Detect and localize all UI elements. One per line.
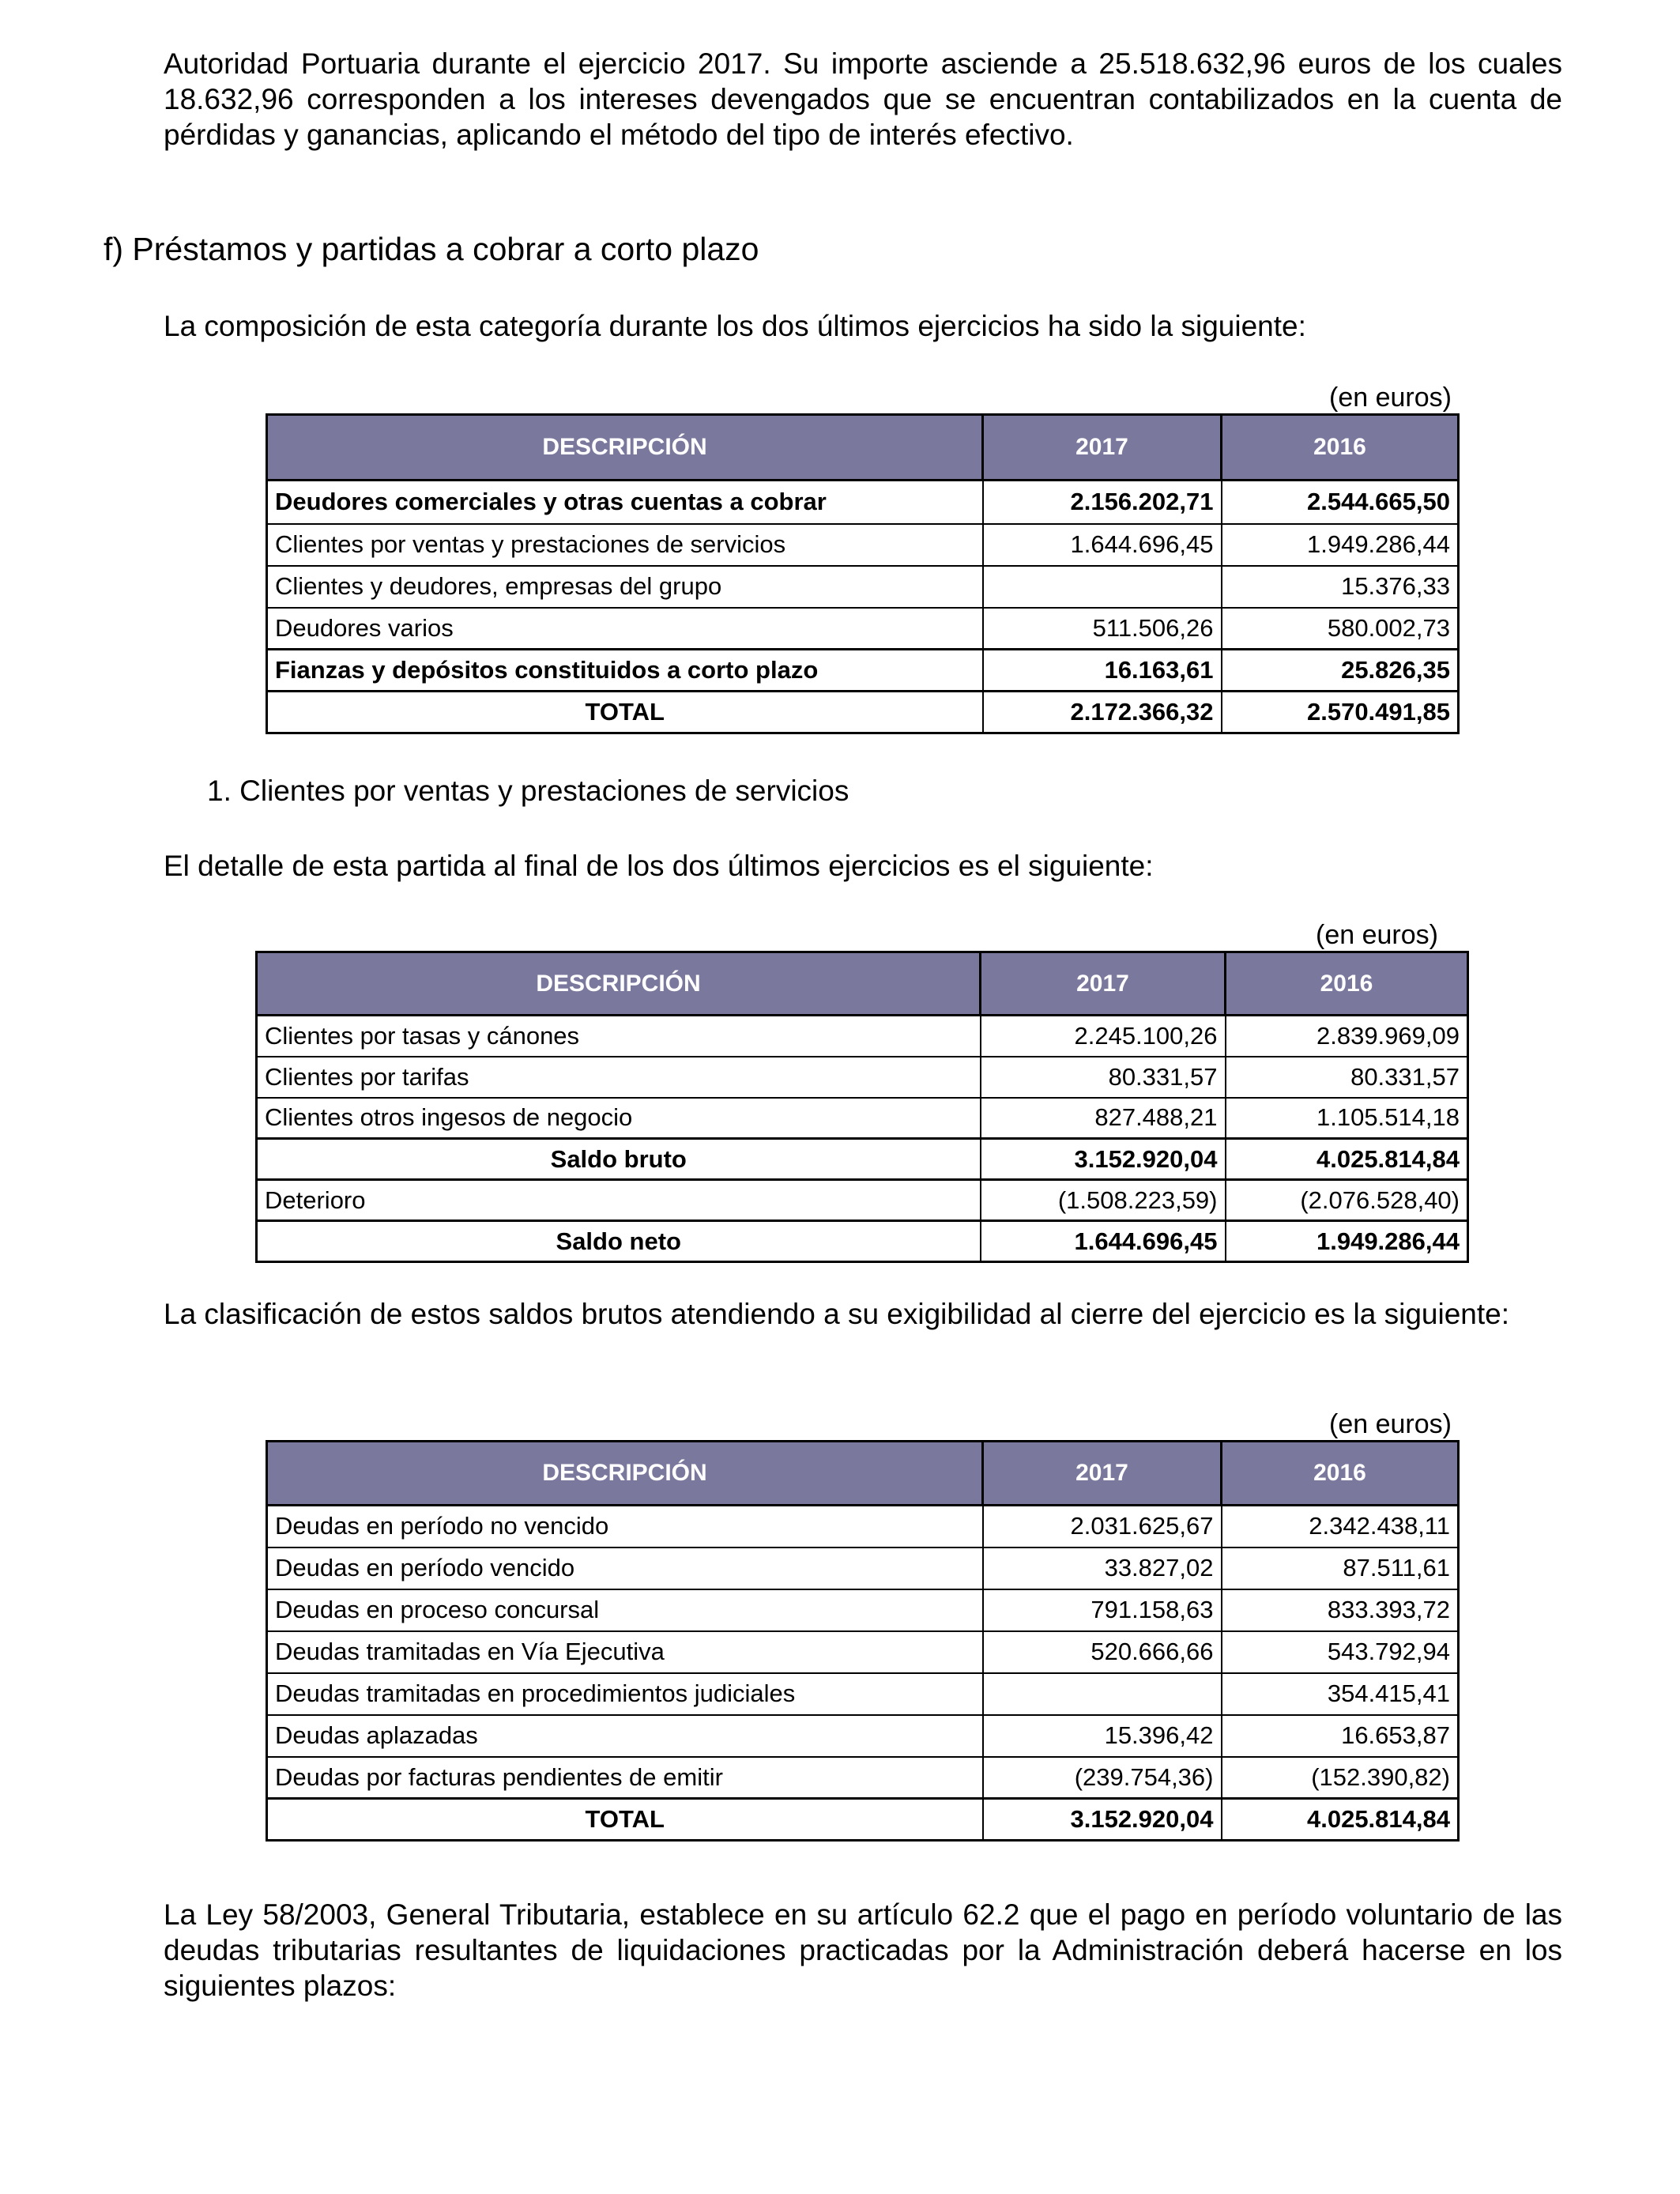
table-composition xyxy=(266,413,1460,734)
row-description: Deterioro xyxy=(257,1180,981,1221)
row-value-2016: 833.393,72 xyxy=(1222,1589,1459,1631)
row-value-2017: 3.152.920,04 xyxy=(983,1799,1222,1841)
row-value-2016: (152.390,82) xyxy=(1222,1757,1459,1799)
row-value-2016: (2.076.528,40) xyxy=(1226,1180,1468,1221)
row-value-2016: 1.105.514,18 xyxy=(1226,1098,1468,1139)
table-row xyxy=(257,1098,1468,1139)
row-description: Deudas tramitadas en Vía Ejecutiva xyxy=(267,1631,983,1673)
row-description: TOTAL xyxy=(267,692,983,733)
row-value-2016: 87.511,61 xyxy=(1222,1547,1459,1589)
detail-intro: El detalle de esta partida al final de los dos últimos ejercicios es el siguiente: xyxy=(164,850,1154,882)
row-value-2017: 2.156.202,71 xyxy=(983,481,1222,524)
row-description: Clientes por tarifas xyxy=(257,1057,981,1098)
section-heading: f) Préstamos y partidas a cobrar a corto plazo xyxy=(104,231,759,267)
table3-unit: (en euros) xyxy=(1329,1409,1452,1439)
header-2017: 2017 xyxy=(983,415,1222,481)
table-row xyxy=(267,524,1459,566)
row-value-2017: 2.031.625,67 xyxy=(983,1506,1222,1547)
table-row xyxy=(257,1057,1468,1098)
table-row xyxy=(257,1016,1468,1057)
header-descripcion: DESCRIPCIÓN xyxy=(257,952,981,1016)
table-row xyxy=(267,1715,1459,1757)
table-row xyxy=(267,1673,1459,1715)
table-exigibilidad xyxy=(266,1440,1460,1842)
row-value-2017: (1.508.223,59) xyxy=(981,1180,1226,1221)
header-2016: 2016 xyxy=(1226,952,1468,1016)
table-row xyxy=(267,1589,1459,1631)
table-total-row xyxy=(267,692,1459,733)
table-header-row xyxy=(257,952,1468,1016)
row-description: Deudas aplazadas xyxy=(267,1715,983,1757)
row-value-2017: 1.644.696,45 xyxy=(981,1221,1226,1262)
header-2016: 2016 xyxy=(1222,415,1459,481)
row-value-2016: 16.653,87 xyxy=(1222,1715,1459,1757)
row-value-2017: 791.158,63 xyxy=(983,1589,1222,1631)
row-value-2016: 354.415,41 xyxy=(1222,1673,1459,1715)
table-header-row xyxy=(267,415,1459,481)
row-value-2016: 580.002,73 xyxy=(1222,608,1459,650)
row-description: Deudas en período no vencido xyxy=(267,1506,983,1547)
row-value-2016: 2.839.969,09 xyxy=(1226,1016,1468,1057)
row-description: Clientes otros ingesos de negocio xyxy=(257,1098,981,1139)
table-subtotal-row xyxy=(257,1139,1468,1180)
table-row xyxy=(267,1631,1459,1673)
table-row xyxy=(257,1180,1468,1221)
header-2017: 2017 xyxy=(983,1442,1222,1506)
row-value-2016: 543.792,94 xyxy=(1222,1631,1459,1673)
header-descripcion: DESCRIPCIÓN xyxy=(267,415,983,481)
table-clientes-detalle xyxy=(255,951,1469,1263)
row-value-2017 xyxy=(983,1673,1222,1715)
row-value-2016: 15.376,33 xyxy=(1222,566,1459,608)
row-value-2016: 2.342.438,11 xyxy=(1222,1506,1459,1547)
row-value-2016: 1.949.286,44 xyxy=(1226,1221,1468,1262)
row-value-2017: (239.754,36) xyxy=(983,1757,1222,1799)
subheading-clientes: 1. Clientes por ventas y prestaciones de servicios xyxy=(207,775,849,807)
table-row xyxy=(267,650,1459,692)
row-value-2016: 4.025.814,84 xyxy=(1222,1799,1459,1841)
row-description: Deudores comerciales y otras cuentas a cobrar xyxy=(267,481,983,524)
row-value-2017: 1.644.696,45 xyxy=(983,524,1222,566)
table-row xyxy=(267,1547,1459,1589)
header-2017: 2017 xyxy=(981,952,1226,1016)
table-row xyxy=(267,608,1459,650)
row-value-2016: 80.331,57 xyxy=(1226,1057,1468,1098)
row-value-2017: 16.163,61 xyxy=(983,650,1222,692)
row-value-2017: 520.666,66 xyxy=(983,1631,1222,1673)
row-description: Deudas en proceso concursal xyxy=(267,1589,983,1631)
row-value-2016: 1.949.286,44 xyxy=(1222,524,1459,566)
row-description: Deudas en período vencido xyxy=(267,1547,983,1589)
table-header-row xyxy=(267,1442,1459,1506)
row-value-2017: 80.331,57 xyxy=(981,1057,1226,1098)
table-total-row xyxy=(267,1799,1459,1841)
table-row xyxy=(267,1757,1459,1799)
row-description: Fianzas y depósitos constituidos a corto plazo xyxy=(267,650,983,692)
section-intro: La composición de esta categoría durante los dos últimos ejercicios ha sido la siguiente: xyxy=(164,310,1306,342)
table-row xyxy=(267,481,1459,524)
row-value-2017: 33.827,02 xyxy=(983,1547,1222,1589)
table-total-row xyxy=(257,1221,1468,1262)
table1-unit: (en euros) xyxy=(1329,383,1452,413)
header-descripcion: DESCRIPCIÓN xyxy=(267,1442,983,1506)
row-value-2017: 3.152.920,04 xyxy=(981,1139,1226,1180)
row-description: Clientes por ventas y prestaciones de servicios xyxy=(267,524,983,566)
row-value-2017 xyxy=(983,566,1222,608)
table2-unit: (en euros) xyxy=(1316,920,1438,950)
closing-paragraph: La Ley 58/2003, General Tributaria, establece en su artículo 62.2 que el pago en período voluntario de las deudas tributarias resultantes de liquidaciones practicadas por la Administración deberá hacerse en los siguientes plazos: xyxy=(164,1898,1562,2002)
row-description: Deudas tramitadas en procedimientos judiciales xyxy=(267,1673,983,1715)
header-2016: 2016 xyxy=(1222,1442,1459,1506)
row-value-2016: 25.826,35 xyxy=(1222,650,1459,692)
row-value-2017: 2.172.366,32 xyxy=(983,692,1222,733)
row-description: Clientes por tasas y cánones xyxy=(257,1016,981,1057)
row-value-2016: 4.025.814,84 xyxy=(1226,1139,1468,1180)
row-value-2017: 2.245.100,26 xyxy=(981,1016,1226,1057)
row-value-2017: 15.396,42 xyxy=(983,1715,1222,1757)
classification-intro: La clasificación de estos saldos brutos atendiendo a su exigibilidad al cierre del ejercicio es la siguiente: xyxy=(164,1298,1509,1330)
row-value-2016: 2.570.491,85 xyxy=(1222,692,1459,733)
row-description: Saldo neto xyxy=(257,1221,981,1262)
row-description: Deudores varios xyxy=(267,608,983,650)
intro-paragraph: Autoridad Portuaria durante el ejercicio 2017. Su importe asciende a 25.518.632,96 euros de los cuales 18.632,96 corresponden a los intereses devengados que se encuentran contabilizados en la cuenta de pérdidas y ganancias, aplicando el método del tipo de interés efectivo. xyxy=(164,47,1562,151)
row-value-2017: 827.488,21 xyxy=(981,1098,1226,1139)
row-description: TOTAL xyxy=(267,1799,983,1841)
row-description: Clientes y deudores, empresas del grupo xyxy=(267,566,983,608)
row-description: Saldo bruto xyxy=(257,1139,981,1180)
row-value-2016: 2.544.665,50 xyxy=(1222,481,1459,524)
table-row xyxy=(267,566,1459,608)
table-row xyxy=(267,1506,1459,1547)
row-value-2017: 511.506,26 xyxy=(983,608,1222,650)
row-description: Deudas por facturas pendientes de emitir xyxy=(267,1757,983,1799)
